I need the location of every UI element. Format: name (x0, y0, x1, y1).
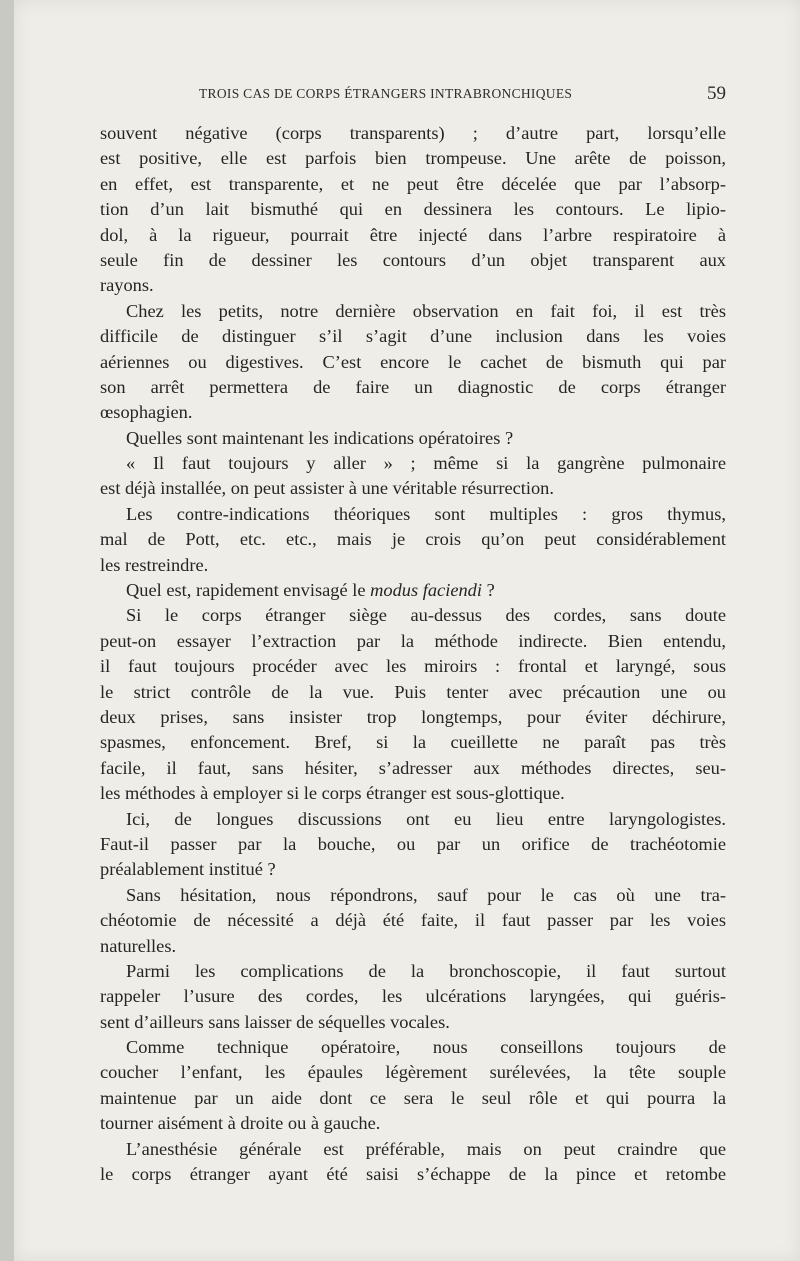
text-line: les méthodes à employer si le corps étranger est sous-glottique. (100, 783, 565, 804)
paragraph-first-line: Quelles sont maintenant les indications opératoires ? (126, 427, 514, 448)
page-number: 59 (707, 83, 726, 104)
book-page (14, 0, 800, 1261)
text-line: chéotomie de nécessité a déjà été faite, il faut passer par les voies (100, 910, 726, 931)
text-line: est positive, elle est parfois bien trompeuse. Une arête de poisson, (100, 148, 726, 169)
text-line: rayons. (100, 275, 154, 296)
text-line: le strict contrôle de la vue. Puis tenter avec précaution une ou (100, 681, 726, 702)
text-line: facile, il faut, sans hésiter, s’adresser aux méthodes directes, seu- (100, 757, 726, 778)
text-line: il faut toujours procéder avec les miroirs : frontal et laryngé, sous (100, 656, 726, 677)
running-title: TROIS CAS DE CORPS ÉTRANGERS INTRABRONCHIQUES (199, 86, 573, 101)
text-line: sent d’ailleurs sans laisser de séquelles vocales. (100, 1011, 450, 1032)
text-line: maintenue par un aide dont ce sera le seul rôle et qui pourra la (100, 1087, 726, 1108)
paragraph-first-line: Si le corps étranger siège au-dessus des cordes, sans doute (126, 605, 726, 626)
paragraph-first-line (100, 578, 726, 603)
paragraph-first-line: Chez les petits, notre dernière observation en fait foi, il est très (126, 300, 726, 321)
text-segment: ? (486, 580, 495, 601)
text-line: difficile de distinguer s’il s’agit d’une inclusion dans les voies (100, 326, 726, 347)
paragraph-first-line: Sans hésitation, nous répondrons, sauf pour le cas où une tra- (126, 884, 726, 905)
text-segment: Quel est, rapidement envisagé le (126, 580, 366, 601)
text-line: mal de Pott, etc. etc., mais je crois qu’on peut considérablement (100, 529, 726, 550)
paragraph-first-line: Comme technique opératoire, nous conseillons toujours de (126, 1037, 726, 1058)
paragraph-first-line: Ici, de longues discussions ont eu lieu entre laryngologistes. (126, 808, 726, 829)
page-header (114, 83, 726, 108)
text-line: en effet, est transparente, et ne peut être décelée que par l’absorp- (100, 173, 726, 194)
paragraph-first-line: L’anesthésie générale est préférable, mais on peut craindre que (126, 1138, 726, 1159)
text-line: le corps étranger ayant été saisi s’échappe de la pince et retombe (100, 1164, 726, 1185)
text-line: souvent négative (corps transparents) ; d’autre part, lorsqu’elle (100, 123, 726, 143)
text-line: naturelles. (100, 935, 177, 956)
text-line: dol, à la rigueur, pourrait être injecté dans l’arbre respiratoire à (100, 224, 726, 245)
text-line: rappeler l’usure des cordes, les ulcérations laryngées, qui guéris- (100, 986, 726, 1007)
text-line: est déjà installée, on peut assister à une véritable résurrection. (100, 478, 554, 499)
text-line: œsophagien. (100, 402, 193, 423)
body-text (100, 121, 726, 1187)
italic-term: modus faciendi (370, 580, 482, 601)
text-line: coucher l’enfant, les épaules légèrement surélevées, la tête souple (100, 1062, 726, 1083)
text-line: seule fin de dessiner les contours d’un objet transparent aux (100, 249, 726, 270)
paragraph-first-line: Parmi les complications de la bronchoscopie, il faut surtout (126, 960, 726, 981)
text-line: Faut-il passer par la bouche, ou par un orifice de trachéotomie (100, 833, 726, 854)
paragraph-first-line: « Il faut toujours y aller » ; même si la gangrène pulmonaire (126, 453, 726, 474)
text-line: tion d’un lait bismuthé qui en dessinera les contours. Le lipio- (100, 199, 726, 220)
text-line: spasmes, enfoncement. Bref, si la cueillette ne paraît pas très (100, 732, 726, 753)
text-line: son arrêt permettera de faire un diagnostic de corps étranger (100, 376, 726, 397)
text-line: aériennes ou digestives. C’est encore le cachet de bismuth qui par (100, 351, 726, 372)
text-line: deux prises, sans insister trop longtemps, pour éviter déchirure, (100, 706, 726, 727)
paragraph-first-line: Les contre-indications théoriques sont multiples : gros thymus, (126, 503, 726, 524)
text-line: tourner aisément à droite ou à gauche. (100, 1113, 381, 1134)
text-line: les restreindre. (100, 554, 209, 575)
text-line: peut-on essayer l’extraction par la méthode indirecte. Bien entendu, (100, 630, 726, 651)
text-line: préalablement institué ? (100, 859, 276, 880)
